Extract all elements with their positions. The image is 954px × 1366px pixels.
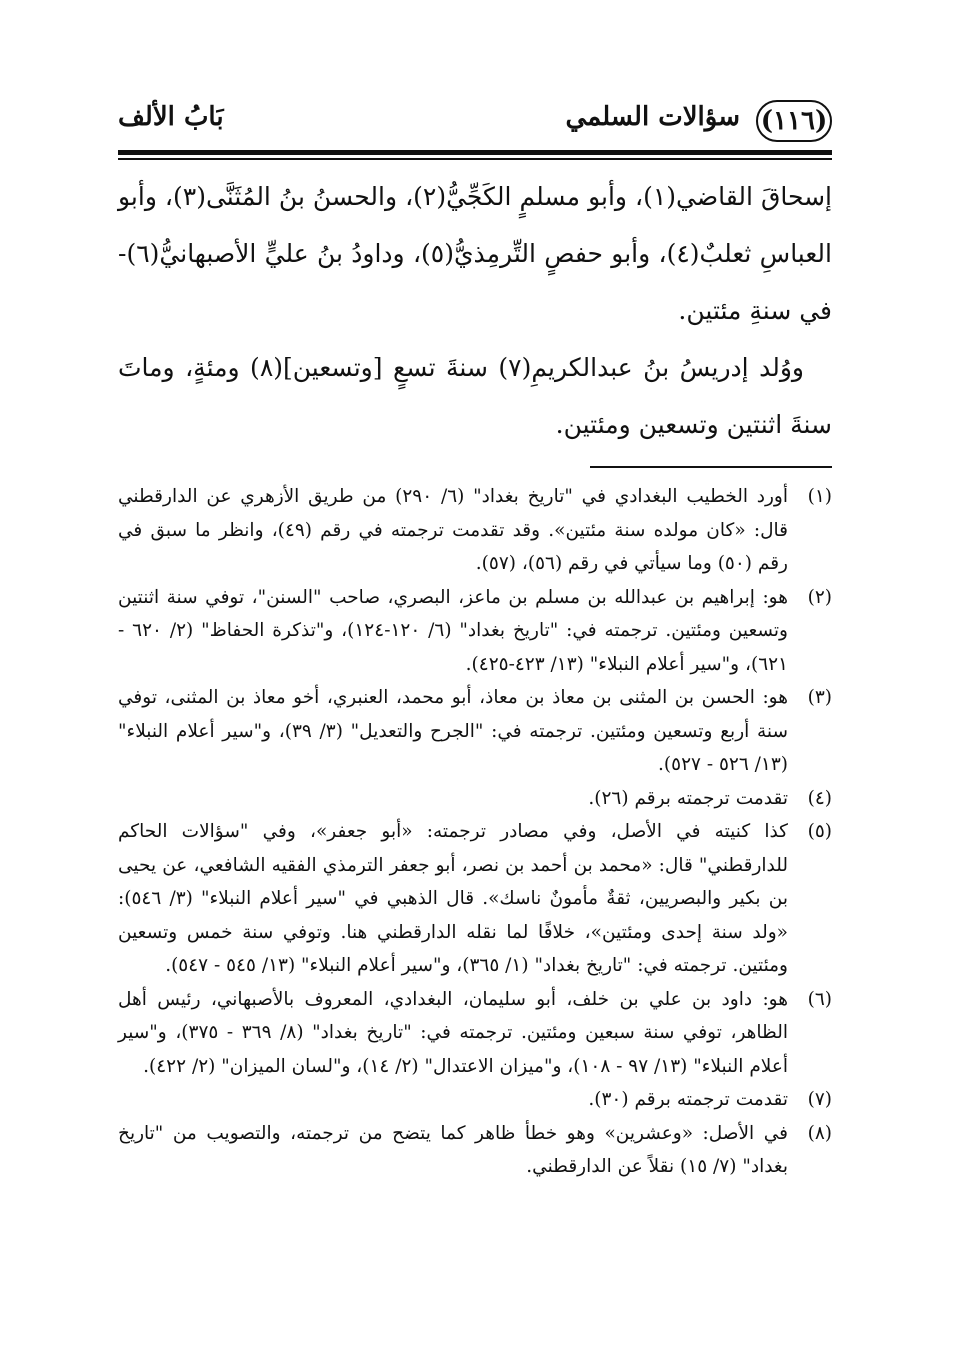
footnote [118, 581, 832, 682]
paragraph-1: إسحاقَ القاضي(١)، وأبو مسلمٍ الكَجِّيُّ(٢)، والحسنُ بنُ المُثَنَّى(٣)، وأبو العباسِ ثعلبٌ(٤)، وأبو حفصٍ التِّرمِذيُّ(٥)، وداودُ بنُ عليٍّ الأصبهانيُّ(٦)- في سنةِ مئتين. [118, 182, 833, 325]
footnote [118, 1083, 832, 1117]
footnote-number: (٢) [807, 586, 832, 608]
chapter-title: بَابُ الألف [118, 102, 224, 132]
footnote-text: تقدمت ترجمته برقم (٢٦). [588, 787, 788, 809]
footnote-separator [590, 466, 832, 468]
footnote-number: (١) [807, 486, 832, 507]
footnote-text: في الأصل: «وعشرين» وهو خطأ ظاهر كما يتضح من ترجمته، والتصويب من "تاريخ بغداد" (٧/ ١٥) نقلاً عن الدارقطني. [118, 1122, 788, 1177]
header-rule-thick [118, 150, 832, 155]
footnote-text: تقدمت ترجمته برقم (٣٠). [588, 1089, 788, 1110]
footnote-number: (٦) [807, 988, 832, 1010]
footnote-number: (٨) [807, 1122, 832, 1144]
book-title: سؤالات السلمي [565, 102, 740, 132]
footnote [118, 983, 832, 1084]
footnote [118, 782, 832, 816]
footnote-number: (٤) [807, 787, 832, 809]
paragraph-2: ووُلد إدريسُ بنُ عبدالكريمِ(٧) سنةَ تسعٍ [وتسعين](٨) ومئةٍ، وماتَ سنةَ اثنتين وتسعين ومئتين. [118, 353, 832, 439]
footnote-text: هو: داود بن علي بن خلف، أبو سليمان، البغدادي، المعروف بالأصبهاني، رئيس أهل الظاهر، توفي سنة سبعين ومئتين. ترجمته في: "تاريخ بغداد" (٨/ ٣٦٩ - ٣٧٥)، و"سير أعلام النبلاء" (١٣/ ٩٧ - ١٠٨)، و"ميزان الاعتدال" (٢/ ١٤)، و"لسان الميزان" (٢/ ٤٢٢). [118, 988, 788, 1077]
footnote [118, 1117, 832, 1184]
footnotes [118, 480, 832, 1184]
footnote [118, 480, 832, 581]
main-text [118, 168, 832, 453]
footnote [118, 681, 832, 782]
footnote-text: أورد الخطيب البغدادي في "تاريخ بغداد" (٦/ ٢٩٠) من طريق الأزهري عن الدارقطني قال: «كان مولده سنة مئتين». وقد تقدمت ترجمته في رقم (٤٩)، وانظر ما سبق في رقم (٥٠) وما سيأتي في رقم (٥٦)، (٥٧). [118, 486, 788, 574]
footnote-number: (٧) [807, 1089, 832, 1110]
footnote-text: كذا كنيته في الأصل، وفي مصادر ترجمته: «أبو جعفر»، وفي "سؤالات الحاكم للدارقطني" قال: «محمد بن أحمد بن نصر، أبو جعفر الترمذي الفقيه الشافعي، عن يحيى بن بكير والبصريين، ثقةٌ مأمونٌ ناسك». قال الذهبي في "سير أعلام النبلاء" (٣/ ٥٤٦): «ولد سنة إحدى ومئتين»، خلافًا لما نقله الدارقطني هنا. وتوفي سنة خمس وتسعين ومئتين. ترجمته في: "تاريخ بغداد" (١/ ٣٦٥)، و"سير أعلام النبلاء" (١٣/ ٥٤٥ - ٥٤٧). [118, 821, 788, 976]
footnote [118, 815, 832, 983]
footnote-number: (٣) [807, 687, 832, 708]
page-number: (١١٦) [756, 100, 832, 142]
footnote-text: هو: إبراهيم بن عبدالله بن مسلم بن ماعز، البصري، صاحب "السنن"، توفي سنة اثنتين وتسعين ومئتين. ترجمته في: "تاريخ بغداد" (٦/ ١٢٠-١٢٤)، و"تذكرة الحفاظ" (٢/ ٦٢٠ - ٦٢١)، و"سير أعلام النبلاء" (١٣/ ٤٢٣-٤٢٥). [118, 586, 788, 675]
footnote-number: (٥) [807, 821, 832, 842]
footnote-text: هو: الحسن بن المثنى بن معاذ بن معاذ، أبو محمد، العنبري، أخو معاذ بن المثنى، توفي سنة أربع وتسعين ومئتين. ترجمته في: "الجرح والتعديل" (٣/ ٣٩)، و"سير أعلام النبلاء" (١٣/ ٥٢٦ - ٥٢٧). [118, 687, 788, 775]
header-rule-thin [118, 158, 832, 160]
running-header [118, 96, 832, 150]
